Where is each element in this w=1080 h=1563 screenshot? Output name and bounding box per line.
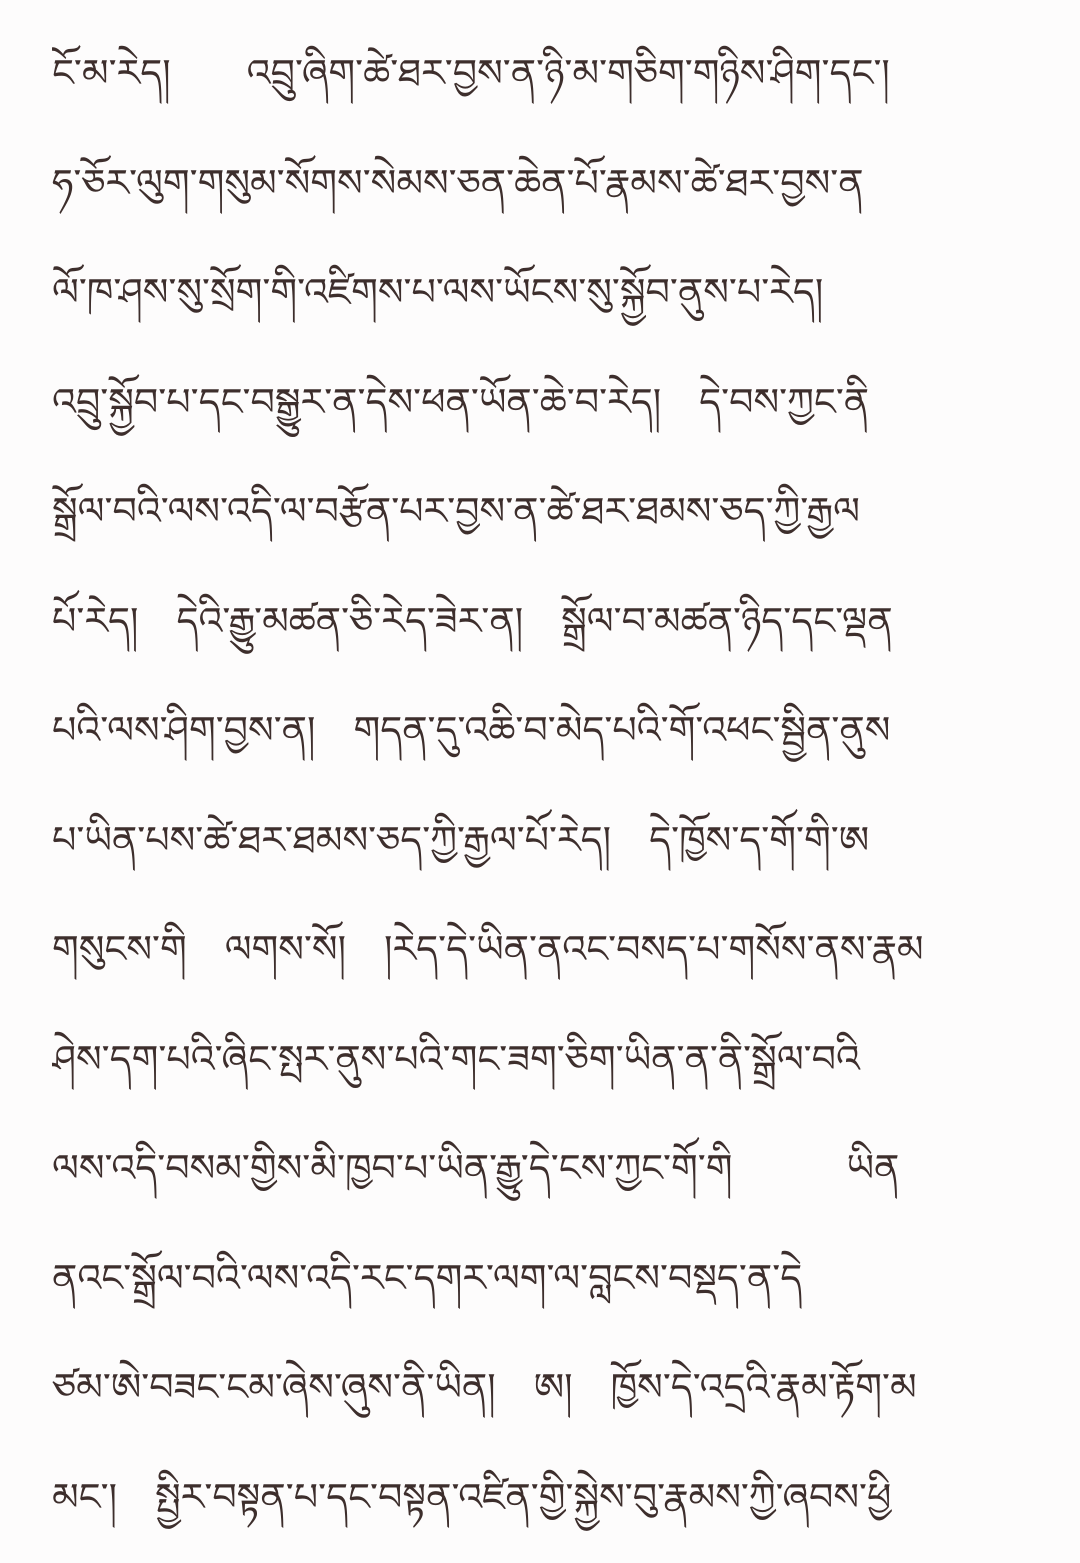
text-line <box>52 30 1042 140</box>
text-line <box>52 578 1042 688</box>
text-line-content: སྒྲོལ་བའི་ལས་འདི་ལ་བརྩོན་པར་བྱས་ན་ཚེ་ཐར་ཐམས་ཅད་ཀྱི་རྒྱལ <box>52 469 860 576</box>
text-line-content: མང་། སྤྱིར་བསྟན་པ་དང་བསྟན་འཛིན་གྱི་སྐྱེས་བུ་རྣམས་ཀྱི་ཞབས་ཕྱི <box>52 1455 891 1562</box>
text-line <box>52 797 1042 907</box>
text-line <box>52 1344 1042 1454</box>
text-line-content: ངོ་མ་རེད། འབྲུ་ཞིག་ཚེ་ཐར་བྱས་ན་ཉི་མ་གཅིག་གཉིས་ཤིག་དང་། <box>52 31 890 138</box>
text-line-content: ལས་འདི་བསམ་གྱིས་མི་ཁྱབ་པ་ཡིན་རྒྱུ་དེ་ངས་ཀྱང་གོ་གི ཡིན <box>52 1126 899 1233</box>
text-line <box>52 906 1042 1016</box>
text-line-content: ཧ་ཅོར་ལུག་གསུམ་སོགས་སེམས་ཅན་ཆེན་པོ་རྣམས་ཚེ་ཐར་བྱས་ན <box>52 141 864 248</box>
text-line <box>52 1235 1042 1345</box>
text-line-content: པོ་རེད། དེའི་རྒྱུ་མཚན་ཅི་རེད་ཟེར་ན། སྒྲོལ་བ་མཚན་ཉིད་དང་ལྡན <box>52 579 893 686</box>
text-line <box>52 687 1042 797</box>
text-line-content: ཙམ་ཨེ་བཟང་ངམ་ཞེས་ཞུས་ནི་ཡིན། ཨ། ཁྱོས་དེ་འདྲའི་རྣམ་རྟོག་མ <box>52 1345 917 1452</box>
text-line-content: པའི་ལས་ཤིག་བྱས་ན། གདན་དུ་འཆི་བ་མེད་པའི་གོ་འཕང་སྦྱིན་ནུས <box>52 688 890 795</box>
text-line <box>52 1016 1042 1126</box>
text-line-content: ནའང་སྒྲོལ་བའི་ལས་འདི་རང་དགར་ལག་ལ་བླངས་བསྡད་ན་དེ <box>52 1236 802 1343</box>
text-line-content: ལོ་ཁ་ཤས་སུ་སྲོག་གི་འཛིགས་པ་ལས་ཡོངས་སུ་སྐྱོབ་ནུས་པ་རེད། <box>52 250 823 357</box>
text-line-content: འབྲུ་སྐྱོབ་པ་དང་བསྒྱུར་ན་དེས་ཕན་ཡོན་ཆེ་བ་རེད། དེ་བས་ཀྱང་ནི <box>52 360 869 467</box>
text-line <box>52 468 1042 578</box>
text-line <box>52 249 1042 359</box>
text-line-content: གསུངས་གི ལགས་སོ། །རེད་དེ་ཡིན་ནའང་བསད་པ་གསོས་ནས་རྣམ <box>52 907 924 1014</box>
text-line <box>52 1125 1042 1235</box>
text-line <box>52 140 1042 250</box>
text-line-content: པ་ཡིན་པས་ཚེ་ཐར་ཐམས་ཅད་ཀྱི་རྒྱལ་པོ་རེད། དེ་ཁྱོས་ད་གོ་གི་ཨ <box>52 798 869 905</box>
text-line <box>52 359 1042 469</box>
text-line <box>52 1454 1042 1563</box>
text-line-content: ཤེས་དག་པའི་ཞིང་སྤར་ནུས་པའི་གང་ཟག་ཅིག་ཡིན་ན་ནི་སྒྲོལ་བའི <box>52 1017 860 1124</box>
tibetan-text-body <box>52 30 1042 1563</box>
